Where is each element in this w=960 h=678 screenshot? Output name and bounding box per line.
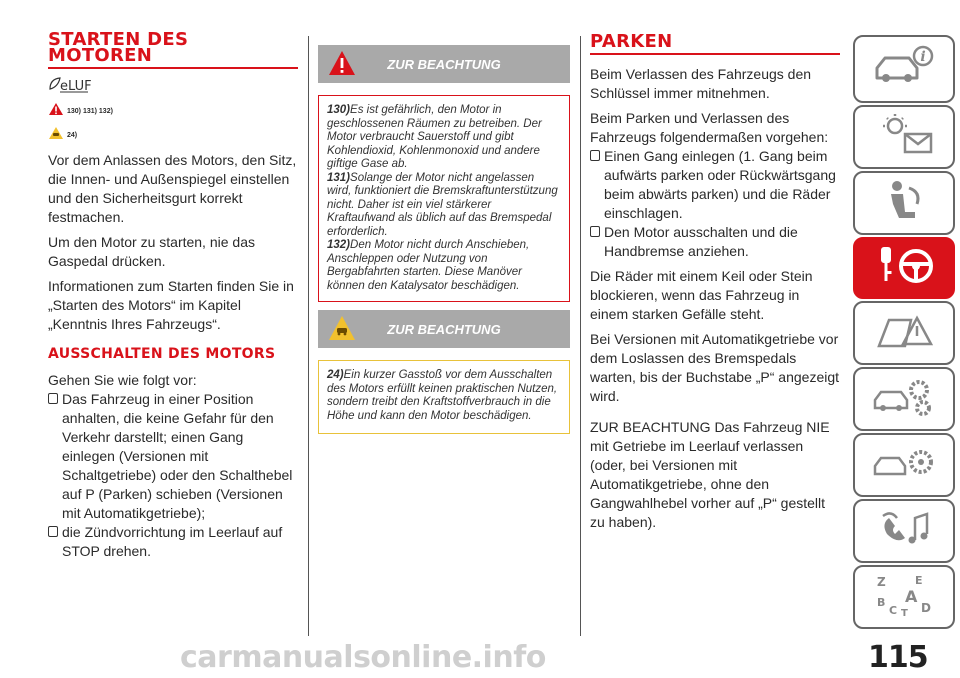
page-number: 115 xyxy=(868,640,928,675)
intro-text: Gehen Sie wie folgt vor: xyxy=(48,372,197,388)
svg-text:i: i xyxy=(920,48,926,65)
paragraph: Beim Parken und Verlassen des Fahrzeugs folgendermaßen vorgehen: xyxy=(590,110,829,145)
caution-car-icon xyxy=(48,126,64,145)
note-number: 130) xyxy=(327,104,351,116)
list-item-text: Einen Gang einlegen (1. Gang beim aufwärts parken oder Rückwärtsgang beim abwärts parken) und die Räder einschlagen. xyxy=(604,148,836,221)
caution-notes xyxy=(318,360,570,434)
tab-starting-driving[interactable] xyxy=(853,237,955,299)
svg-text:D: D xyxy=(921,600,931,615)
column-parking xyxy=(590,0,840,538)
warning-banner xyxy=(318,45,570,83)
tab-specifications[interactable] xyxy=(853,433,955,497)
note-number: 132) xyxy=(327,239,351,251)
note-item xyxy=(327,172,561,240)
eco-icon xyxy=(48,75,298,95)
note-number: 24) xyxy=(327,369,344,381)
index-letters-icon xyxy=(871,572,937,623)
paragraph: Informationen zum Starten finden Sie in „Starten des Motors“ im Kapitel „Kenntnis Ihres Fahrzeugs“. xyxy=(48,278,294,332)
svg-text:C: C xyxy=(889,603,898,617)
paragraph: Vor dem Anlassen des Motors, den Sitz, die Innen- und Außenspiegel einstellen und den Sicherheitsgurt korrekt festmachen. xyxy=(48,152,297,225)
svg-text:A: A xyxy=(905,586,918,606)
list-item xyxy=(48,523,298,561)
note-text: Solange der Motor nicht angelassen wird, funktioniert die Bremskraftunterstützung nicht. Daher ist ein viel stärkerer Kraftaufwand als üblich auf das Bremspedal erforderlich. xyxy=(327,171,558,238)
watermark: carmanualsonline.info xyxy=(180,640,546,675)
note-item xyxy=(327,369,561,423)
phone-music-icon xyxy=(871,506,937,557)
checkbox-bullet-icon xyxy=(48,393,58,404)
list-item-text: die Zündvorrichtung im Leerlauf auf STOP drehen. xyxy=(62,524,283,559)
tab-multimedia[interactable] xyxy=(853,499,955,563)
car-maintenance-gears-icon xyxy=(871,374,937,425)
svg-text:T: T xyxy=(901,607,908,618)
caution-refs: 24) xyxy=(67,131,78,139)
column-divider xyxy=(580,36,581,636)
note-text: Den Motor nicht durch Anschieben, Anschleppen oder Nutzung von Bergabfahrten starten. Diese Manöver können den Katalysator beschädigen. xyxy=(327,239,530,292)
car-info-icon xyxy=(871,44,937,95)
caution-banner xyxy=(318,310,570,348)
paragraph: Bei Versionen mit Automatikgetriebe vor dem Loslassen des Bremspedals warten, bis der Buchstabe „P“ angezeigt wird. xyxy=(590,331,840,404)
column-warnings xyxy=(318,0,570,434)
checkbox-bullet-icon xyxy=(590,150,600,161)
note-text: Es ist gefährlich, den Motor in geschlossenen Räumen zu betreiben. Der Motor verbraucht Sauerstoff und gibt Kohlendioxid, Kohlenmonoxid und andere giftige Gase ab. xyxy=(327,104,542,170)
title-rule xyxy=(48,67,298,69)
section-title-ausschalten: AUSSCHALTEN DES MOTORS xyxy=(48,346,276,362)
paragraph: Beim Verlassen des Fahrzeugs den Schlüssel immer mitnehmen. xyxy=(590,66,812,101)
title-rule xyxy=(590,53,840,55)
note-item xyxy=(327,104,561,172)
paragraph: Die Räder mit einem Keil oder Stein blockieren, wenn das Fahrzeug in einem starken Gefälle steht. xyxy=(590,268,813,322)
tab-emergency[interactable] xyxy=(853,301,955,365)
column-divider xyxy=(308,36,309,636)
caution-refs-row xyxy=(48,127,298,143)
list-item xyxy=(590,223,840,261)
svg-text:E: E xyxy=(915,573,923,587)
danger-triangle-icon xyxy=(48,102,64,121)
danger-triangle-icon xyxy=(328,50,356,79)
svg-text:Z: Z xyxy=(877,574,886,589)
key-steering-wheel-icon xyxy=(869,243,939,294)
svg-text:eLUF: eLUF xyxy=(60,79,92,94)
tab-safety[interactable] xyxy=(853,171,955,235)
note-item xyxy=(327,239,561,293)
svg-text:B: B xyxy=(877,595,886,609)
section-title-starten: STARTEN DES MOTOREN xyxy=(48,29,189,66)
paragraph: Um den Motor zu starten, nie das Gaspedal drücken. xyxy=(48,234,255,269)
list-item xyxy=(590,147,840,223)
warning-banner-label: ZUR BEACHTUNG xyxy=(387,56,501,72)
warning-notes xyxy=(318,95,570,302)
road-warning-icon xyxy=(871,308,937,359)
checkbox-bullet-icon xyxy=(590,226,600,237)
checkbox-bullet-icon xyxy=(48,526,58,537)
tab-warning-lights[interactable] xyxy=(853,105,955,169)
car-gears-icon xyxy=(871,440,937,491)
warning-refs-row xyxy=(48,103,298,119)
starting-text xyxy=(48,151,298,334)
paragraph: ZUR BEACHTUNG Das Fahrzeug NIE mit Getriebe im Leerlauf verlassen (oder, bei Versionen mit Automatikgetriebe, ohne den Gangwahlhebel vorher auf „P“ gestellt zu haben). xyxy=(590,419,830,530)
section-starten xyxy=(48,29,298,69)
caution-banner-label: ZUR BEACHTUNG xyxy=(387,321,501,337)
tab-maintenance[interactable] xyxy=(853,367,955,431)
list-item-text: Den Motor ausschalten und die Handbremse anziehen. xyxy=(604,224,798,259)
note-number: 131) xyxy=(327,171,351,184)
warning-light-envelope-icon xyxy=(871,112,937,163)
column-starting xyxy=(48,0,298,561)
section-title-parken: PARKEN xyxy=(590,31,673,52)
caution-car-icon xyxy=(328,315,356,344)
list-item xyxy=(48,390,298,523)
seat-airbag-icon xyxy=(871,178,937,229)
tab-index[interactable] xyxy=(853,565,955,629)
note-text: Ein kurzer Gasstoß vor dem Ausschalten des Motors erfüllt keinen praktischen Nutzen, sondern treibt den Kraftstoffverbrauch in die Höhe und kann den Motor beschädigen. xyxy=(327,369,558,422)
list-item-text: Das Fahrzeug in einer Position anhalten, die keine Gefahr für den Verkehr darstellt; einen Gang einlegen (Versionen mit Schaltgetriebe) oder den Schalthebel auf P (Parken) schieben (Versionen mit Automatikgetriebe); xyxy=(62,391,293,521)
warning-refs: 130) 131) 132) xyxy=(67,107,113,115)
tab-vehicle-info[interactable] xyxy=(853,35,955,103)
